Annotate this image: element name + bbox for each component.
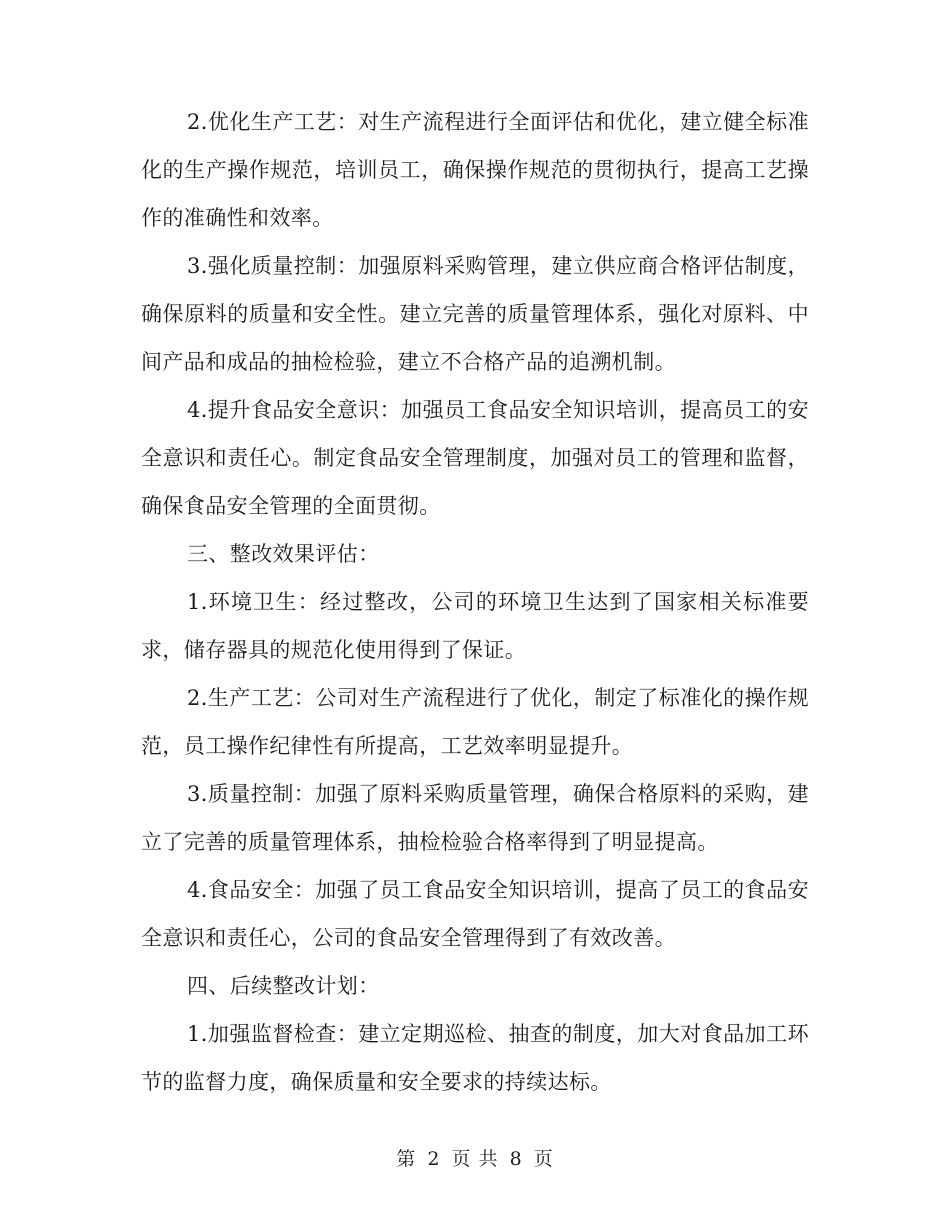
- footer-suffix: 页: [533, 1148, 554, 1170]
- section-heading-effect-evaluation: 三、整改效果评估：: [187, 542, 380, 566]
- paragraph-food-safety-result: 4.食品安全：加强了员工食品安全知识培训，提高了员工的食品安全意识和责任心，公司的食品安全管理得到了有效改善。: [141, 878, 809, 950]
- paragraph-supervision: 1.加强监督检查：建立定期巡检、抽查的制度，加大对食品加工环节的监督力度，确保质量和安全要求的持续达标。: [141, 1022, 809, 1094]
- section-heading-follow-up-plan: 四、后续整改计划：: [187, 974, 380, 998]
- footer-total-pages: 8: [509, 1148, 523, 1170]
- document-body: [141, 98, 809, 1106]
- paragraph-quality-control: 3.强化质量控制：加强原料采购管理，建立供应商合格评估制度，确保原料的质量和安全性。建立完善的质量管理体系，强化对原料、中间产品和成品的抽检检验，建立不合格产品的追溯机制。: [141, 254, 809, 374]
- footer-prefix: 第: [396, 1148, 417, 1170]
- page-number-footer: [0, 1144, 950, 1171]
- paragraph-environment-hygiene: 1.环境卫生：经过整改，公司的环境卫生达到了国家相关标准要求，储存器具的规范化使用得到了保证。: [141, 590, 809, 662]
- paragraph-production-process: 2.生产工艺：公司对生产流程进行了优化，制定了标准化的操作规范，员工操作纪律性有所提高，工艺效率明显提升。: [141, 686, 809, 758]
- paragraph-optimize-process: 2.优化生产工艺：对生产流程进行全面评估和优化，建立健全标准化的生产操作规范，培训员工，确保操作规范的贯彻执行，提高工艺操作的准确性和效率。: [141, 110, 809, 230]
- footer-middle: 页 共: [451, 1148, 499, 1170]
- paragraph-food-safety-awareness: 4.提升食品安全意识：加强员工食品安全知识培训，提高员工的安全意识和责任心。制定食品安全管理制度，加强对员工的管理和监督，确保食品安全管理的全面贯彻。: [141, 398, 809, 518]
- footer-current-page: 2: [427, 1148, 441, 1170]
- paragraph-quality-result: 3.质量控制：加强了原料采购质量管理，确保合格原料的采购，建立了完善的质量管理体系，抽检检验合格率得到了明显提高。: [141, 782, 809, 854]
